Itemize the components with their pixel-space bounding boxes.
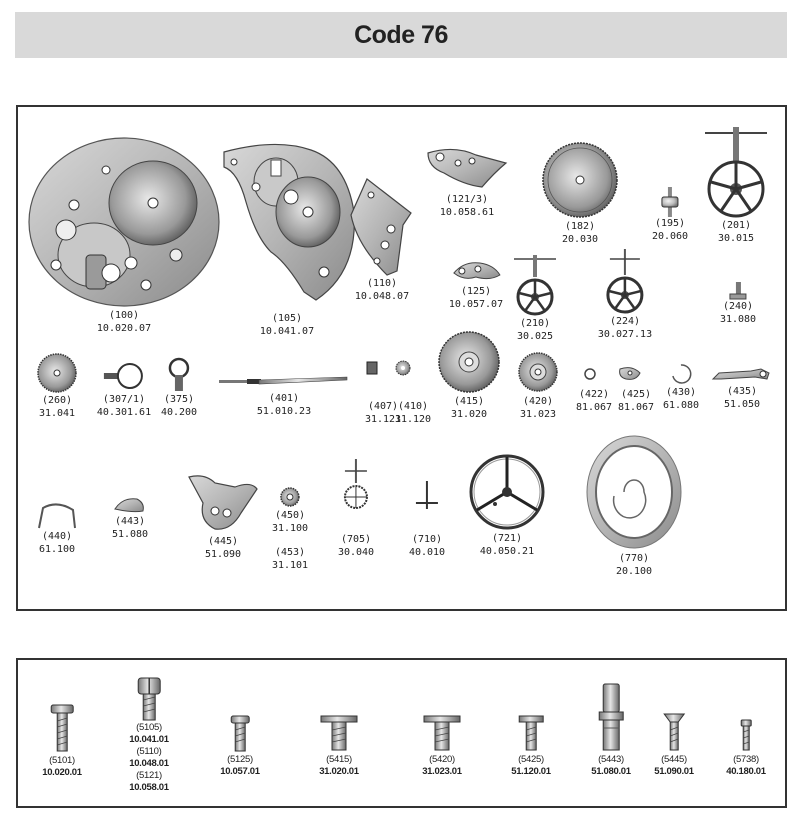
barrel-image: [540, 140, 620, 220]
part-ref: (100): [108, 310, 140, 321]
screw-5425[interactable]: [511, 716, 551, 778]
screw-ref: (5125): [227, 754, 253, 765]
part-ref: (430): [665, 387, 697, 398]
screw-5101[interactable]: [42, 705, 82, 779]
screw-number: 31.023.01: [422, 766, 462, 777]
clutch-wheels-image: [365, 360, 417, 378]
part-ref: (105): [271, 313, 303, 324]
part-number: 31.080: [719, 314, 757, 325]
screw-5738[interactable]: [726, 720, 766, 778]
page-title: Code 76: [354, 20, 448, 49]
screw-ref: (5738): [733, 754, 759, 765]
part-401[interactable]: [219, 372, 349, 418]
part-ref: (125): [460, 286, 492, 297]
part-ref: (425): [620, 389, 652, 400]
part-450[interactable]: [272, 485, 308, 535]
part-ref: (407): [367, 401, 399, 412]
screw-5105-5110-5121[interactable]: [129, 678, 169, 794]
part-number: 51.080: [111, 529, 149, 540]
part-ref: (710): [411, 534, 443, 545]
part-number: 40.200: [160, 407, 198, 418]
screw-ref: (5445): [661, 754, 687, 765]
part-ref: (110): [366, 278, 398, 289]
part-number: 10.048.07: [354, 291, 410, 302]
part-number: 40.301.61: [96, 407, 152, 418]
part-number: 61.100: [38, 544, 76, 555]
bridge-plate-image: [216, 142, 358, 312]
part-number: 51.010.23: [256, 406, 312, 417]
part-422[interactable]: [576, 388, 612, 414]
screw-image: [229, 716, 251, 754]
screw-number: 10.041.01: [129, 734, 169, 745]
part-ref: (420): [522, 396, 554, 407]
part-710[interactable]: [409, 479, 445, 559]
screw-ref: (5110): [136, 746, 162, 757]
screw-image: [319, 716, 359, 754]
parts-panel: [16, 105, 787, 611]
part-ref: (422): [578, 389, 610, 400]
part-240[interactable]: [720, 282, 756, 326]
part-410[interactable]: [395, 400, 431, 426]
setting-wheel-image: [278, 485, 302, 509]
part-number: 30.027.13: [597, 329, 653, 340]
part-number: 10.041.07: [259, 326, 315, 337]
part-415[interactable]: [436, 329, 502, 421]
part-407-410-images: [365, 360, 417, 382]
screw-image: [739, 720, 753, 754]
screw-ref: (5101): [49, 755, 75, 766]
part-number: 31.100: [271, 523, 309, 534]
part-ref: (182): [564, 221, 596, 232]
part-100[interactable]: [26, 135, 222, 335]
screw-number: 51.080.01: [591, 766, 631, 777]
part-number: 31.120: [394, 414, 432, 425]
part-number: 40.050.21: [479, 546, 535, 557]
setting-lever-image: [711, 365, 773, 385]
barrel-arbor-image: [658, 187, 682, 217]
part-105[interactable]: [216, 142, 358, 338]
winding-stem-image: [219, 372, 349, 392]
part-number: 10.020.07: [96, 323, 152, 334]
part-ref: (450): [274, 510, 306, 521]
third-wheel-image: [514, 255, 556, 317]
crown-ring-image: [166, 355, 192, 393]
part-number: 10.057.07: [448, 299, 504, 310]
part-number: 31.023: [519, 409, 557, 420]
part-182[interactable]: [540, 140, 620, 246]
part-number: 20.060: [651, 231, 689, 242]
screw-number: 10.048.01: [129, 758, 169, 769]
part-ref: (435): [726, 386, 758, 397]
setting-lever-spring-image: [185, 473, 261, 535]
part-number: 51.090: [204, 549, 242, 560]
title-banner: [15, 12, 787, 58]
part-number: 31.121: [364, 414, 402, 425]
part-number: 20.100: [615, 566, 653, 577]
part-ref: (401): [268, 393, 300, 404]
stem-guard-image: [104, 359, 144, 393]
part-201[interactable]: [705, 127, 767, 245]
part-125[interactable]: [449, 259, 503, 311]
part-ref: (443): [114, 516, 146, 527]
part-224[interactable]: [598, 249, 652, 341]
screw-5415[interactable]: [319, 716, 359, 778]
part-ref: (201): [720, 220, 752, 231]
main-plate-image: [26, 135, 222, 309]
screw-ref: (5425): [518, 754, 544, 765]
pallet-fork-image: [414, 479, 440, 533]
part-420[interactable]: [516, 349, 560, 421]
part-260[interactable]: [36, 352, 78, 420]
part-number: 81.067: [617, 402, 655, 413]
screw-number: 10.058.01: [129, 782, 169, 793]
click-spring-image: [669, 362, 693, 386]
part-ref: (410): [397, 401, 429, 412]
part-number: 30.025: [516, 331, 554, 342]
screw-5443[interactable]: [591, 684, 631, 778]
part-number: 31.041: [38, 408, 76, 419]
cannon-pinion-image: [728, 282, 748, 300]
part-770[interactable]: [584, 432, 684, 578]
part-ref: (375): [163, 394, 195, 405]
part-425[interactable]: [618, 388, 654, 414]
part-ref: (770): [618, 553, 650, 564]
screw-ref: (5420): [429, 754, 455, 765]
part-705[interactable]: [338, 459, 374, 559]
screw-5125[interactable]: [220, 716, 260, 778]
fourth-wheel-image: [604, 249, 646, 315]
part-number: 10.058.61: [439, 207, 495, 218]
part-110[interactable]: [347, 175, 417, 303]
screw-image: [49, 705, 75, 755]
screw-5420[interactable]: [422, 716, 462, 778]
screw-ref: (5121): [136, 770, 162, 781]
part-number: 30.040: [337, 547, 375, 558]
click-parts-image: [580, 363, 650, 385]
escape-wheel-image: [339, 459, 373, 533]
part-721[interactable]: [467, 452, 547, 558]
screw-ref: (5443): [598, 754, 624, 765]
part-ref: (307/1): [102, 394, 146, 405]
part-440[interactable]: [37, 502, 77, 556]
screw-image: [136, 678, 162, 722]
escape-bridge-image: [450, 259, 502, 285]
screw-image: [663, 714, 685, 754]
part-ref: (440): [41, 531, 73, 542]
part-430[interactable]: [663, 362, 699, 412]
part-210[interactable]: [514, 255, 556, 343]
part-ref: (224): [609, 316, 641, 327]
screw-number: 51.120.01: [511, 766, 551, 777]
center-wheel-image: [705, 127, 767, 219]
part-ref: (260): [41, 395, 73, 406]
crown-wheel-image: [436, 329, 502, 395]
mainspring-image: [584, 432, 684, 552]
part-ref: (445): [207, 536, 239, 547]
screw-ref: (5415): [326, 754, 352, 765]
part-number: 20.030: [561, 234, 599, 245]
part-number: 61.080: [662, 400, 700, 411]
part-ref: (240): [722, 301, 754, 312]
part-ref: (195): [654, 218, 686, 229]
screw-image: [422, 716, 462, 754]
screw-image: [518, 716, 544, 754]
part-number: 51.050: [723, 399, 761, 410]
yoke-image: [113, 495, 147, 515]
bridge-small-image: [347, 175, 417, 277]
part-number: 31.101: [271, 560, 309, 571]
part-121-3[interactable]: [424, 143, 510, 219]
screw-number: 51.090.01: [654, 766, 694, 777]
part-375[interactable]: [161, 355, 197, 419]
part-number: 40.010: [408, 547, 446, 558]
part-307-1[interactable]: [97, 359, 151, 419]
part-443[interactable]: [112, 495, 148, 541]
part-ref: (705): [340, 534, 372, 545]
screws-panel: [16, 658, 787, 808]
part-435[interactable]: [711, 365, 773, 411]
screw-5445[interactable]: [654, 714, 694, 778]
part-number: 31.020: [450, 409, 488, 420]
screw-ref: (5105): [136, 722, 162, 733]
part-453[interactable]: [272, 546, 308, 572]
screw-image: [597, 684, 625, 754]
part-number: 30.015: [717, 233, 755, 244]
part-ref: (415): [453, 396, 485, 407]
part-ref: (453): [274, 547, 306, 558]
screw-number: 31.020.01: [319, 766, 359, 777]
part-ref: (121/3): [445, 194, 489, 205]
screw-number: 40.180.01: [726, 766, 766, 777]
part-422-425-images: [580, 363, 650, 389]
part-number: 81.067: [575, 402, 613, 413]
part-ref: (721): [491, 533, 523, 544]
train-bridge-image: [424, 143, 510, 193]
screw-number: 10.020.01: [42, 767, 82, 778]
minute-wheel-image: [36, 352, 78, 394]
ratchet-wheel-image: [516, 349, 560, 395]
screw-number: 10.057.01: [220, 766, 260, 777]
yoke-spring-image: [37, 502, 77, 530]
part-ref: (210): [519, 318, 551, 329]
part-445[interactable]: [185, 473, 261, 561]
balance-wheel-image: [467, 452, 547, 532]
part-195[interactable]: [652, 187, 688, 243]
